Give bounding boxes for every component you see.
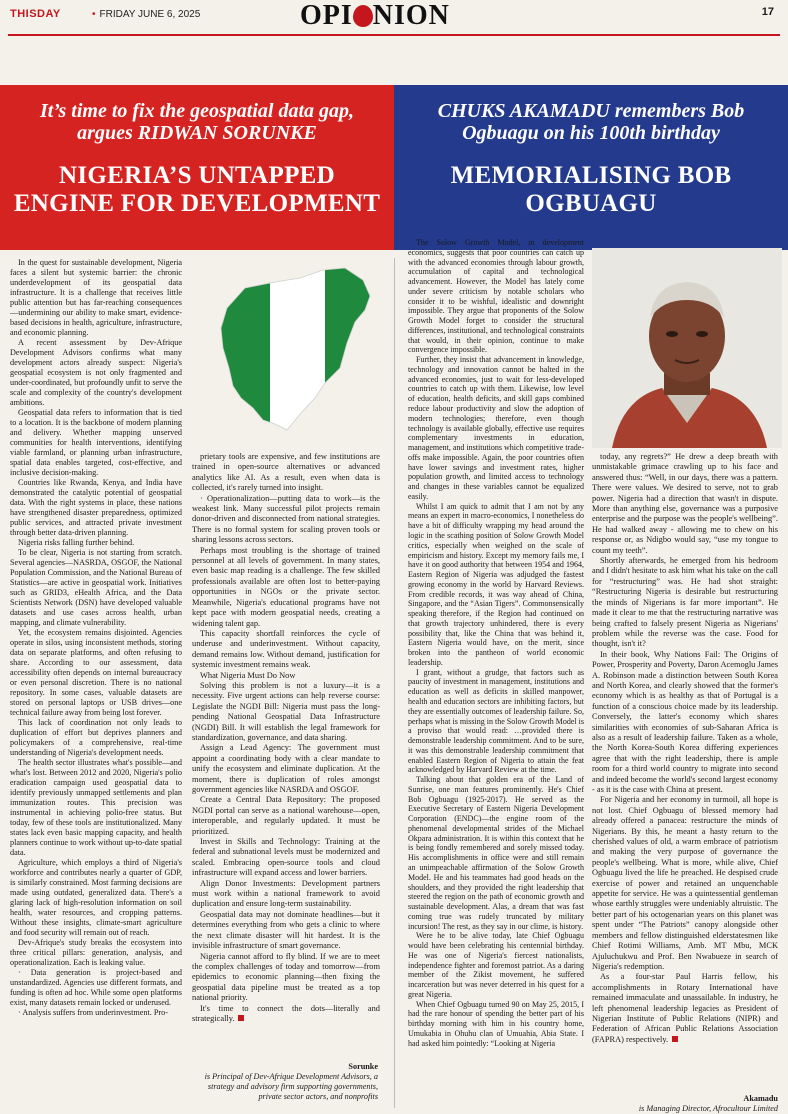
section-title <box>300 0 450 32</box>
right-kicker: CHUKS AKAMADU remembers Bob Ogbuagu on his 100th birthday <box>437 100 745 144</box>
left-article-column-2 <box>192 452 380 1024</box>
paragraph: Yet, the ecosystem remains disjointed. Agencies operate in silos, using inconsistent methods, storing data on separate platforms, and often refusing to share. According to our assessment, data accessibility often depends on internal bureaucracy or even personal discretion. There is no national repository. In some cases, valuable datasets are stored on personal laptops or USB drives—one technical failure away from being lost forever. <box>10 628 182 717</box>
paragraph: A recent assessment by Dev-Afrique Development Advisors confirms what many development actors already suspect: Nigeria's geospatial ecosystem is not only fragmented and under-coordinated, but profoundly unfit to serve the scale and complexity of the country's development ambitions. <box>10 338 182 407</box>
left-author-signature <box>192 1062 378 1102</box>
paragraph: · Operationalization—putting data to work—is the weakest link. Many successful pilot projects remain donor-driven and disconnected from national strategies. There is no formal system for scaling proven tools or sharing lessons across sectors. <box>192 493 380 545</box>
paragraph: Create a Central Data Repository: The proposed NGDI portal can serve as a national warehouse—open, interoperable, and regularly updated. It must be prioritized. <box>192 795 380 836</box>
right-article-column-1 <box>408 238 584 1049</box>
paragraph: Nigeria risks falling further behind. <box>18 538 135 547</box>
subheading: What Nigeria Must Do Now <box>200 670 296 680</box>
issue-date-text: FRIDAY JUNE 6, 2025 <box>99 9 201 20</box>
paragraph: The health sector illustrates what's possible—and what's lost. Between 2012 and 2020, Nigeria's polio eradication campaign used geospatial data to identify previously unmapped settlements and plan immunization routes. This precision was instrumental in achieving polio-free status. But today, few of these tools are institutionalized. Many states lack even basic mapping capacity, and health planners continue to work without up-to-date spatial data. <box>10 758 182 857</box>
masthead-rule <box>8 34 780 36</box>
section-title-a: OPI <box>300 0 353 31</box>
end-mark-icon <box>672 1036 678 1042</box>
paragraph: Were he to be alive today, late Chief Ogbuagu would have been celebrating his centennial birthday. He was one of Nigeria's fiercest nationalists, independence fighter and foremost patriot. As a daring member of the Zikist movement, he suffered incarceration but was never deterred in his quest for a great Nigeria. <box>408 931 584 999</box>
left-kicker: It’s time to fix the geospatial data gap, argues RIDWAN SORUNKE <box>39 100 355 144</box>
paragraph: Perhaps most troubling is the shortage of trained personnel at all levels of government. In many states, even basic map reading is a challenge. The few skilled professionals available are often lost to better-paying opportunities in NGOs or the private sector. Meanwhile, Nigeria's educational programs have not kept pace with modern geospatial needs, creating a widening talent gap. <box>192 545 380 628</box>
paragraph <box>192 1004 380 1025</box>
portrait-illustration <box>592 248 782 448</box>
section-title-b: NION <box>372 0 450 31</box>
paragraph: Align Donor Investments: Development partners must work within a national framework to avoid duplication and ensure long-term sustainability. <box>192 878 380 909</box>
masthead <box>0 0 788 36</box>
page-number: 17 <box>761 6 774 18</box>
paragraph: Countries like Rwanda, Kenya, and India have demonstrated the catalytic potential of geospatial data. With the right systems in place, these nations have strengthened disaster preparedness, optimized public services, and attracted private investment through better data-driven planning. <box>10 478 182 537</box>
left-author-name: Sorunke <box>348 1062 378 1071</box>
paragraph: Whilst I am quick to admit that I am not by any means an expert in macro-economics, I nonetheless do have a bit of difficulty wrapping my head around the logic in the scathing position of Solow Growth Model critics, especially when weighed on the scale of empiricism and history. Except my memory fails me, I have it on good authority that between 1954 and 1964, Eastern Region of Nigeria was adjudged the fastest growing economy in the world by Harvard Reviews. From credible records, it was way ahead of China, Singapore, and the “Asian Tigers”. Commonsensically speaking therefore, if the Region had continued on that growth trajectory unhindered, there is every possibility that, like the China that was behind it, Eastern Nigeria would have, on the merit, since broken into the pantheon of world economic leadership. <box>408 501 584 667</box>
paragraph: Talking about that golden era of the Land of Sunrise, one man features prominently. He's Chief Bob Ogbuagu (1925-2017). He served as the Executive Secretary of Eastern Nigeria Development Corporation (ENDC)—the engine room of the phenomenal developmental strides of the Michael Okpara administration. It is within this context that he is being fondly remembered and sorely missed today. His accomplishments in office were and still remain an unimpeachable affirmation of the Solow Growth Model. He and his teammates had good heads on the shoulders, and they provided the right leadership that steered the region on the path of economic growth and sustainable development. Alas, a dream that was fast coming true was rudely truncated by military incursion! The rest, as they say in our clime, is history. <box>408 775 584 931</box>
left-headline-panel <box>0 85 394 250</box>
paragraph: Invest in Skills and Technology: Training at the federal and subnational levels must be modernized and scaled. Embracing open-source tools and cloud infrastructure will expand access and lower barriers. <box>192 837 380 878</box>
left-article-column-1 <box>10 258 182 1018</box>
paragraph: Shortly afterwards, he emerged from his bedroom and I didn't hesitate to ask him what his take on the call for “restructuring” was. He had shot straight: “Restructuring Nigeria is desirable but restructuring the minds of Nigerians is far more important”. He made it clear to me that the restructuring narrative was being crafted to falsely present Nigeria as Nigerians' problem while the reverse was the case. Food for thought, isn't it? <box>592 556 778 649</box>
right-headline: MEMORIALISING BOB OGBUAGU <box>450 162 732 217</box>
right-author-signature <box>592 1094 778 1114</box>
paragraph: prietary tools are expensive, and few institutions are trained in open-source alternatives or advanced analytics like AI. As a result, even when data is collected, it's rarely turned into insight. <box>192 452 380 493</box>
issue-date: • FRIDAY JUNE 6, 2025 <box>92 9 201 20</box>
paragraph: The Solow Growth Model, in development economics, suggests that poor countries can catch up with the advanced economies through labour growth, accumulation of capital and technological advancement. However, the Model has lately come under severe criticism by notable scholars who consider it to be wishful, idealistic and downright impossible. They argue that proponents of the Solow Growth Model forget to consider the structural differences, institutional, and technological constraints that would, in their opinion, continue to make convergence impossible. <box>408 238 584 355</box>
speech-bubble-icon <box>353 5 373 27</box>
paragraph <box>592 972 778 1045</box>
paragraph: For Nigeria and her economy in turmoil, all hope is not lost. Chief Ogbuagu of blessed memory had already offered a panacea: restructure the minds of Nigerians. By this, he meant a hasty return to the cherished values of old, a warm embrace of patriotism and making the very purpose of governance the people's wellbeing. What is more, while alive, Chief Ogbuagu lived the life he preached. He despised crude exercise of power and retained an unquenchable appetite for service. He was a quintessential gentleman whose earthly struggles were undeniably altruistic. The better part of his octogenarian years on this planet was spent under “The Patriots” canopy alongside other members and fellow distinguished elderstatesmen like Chief Rotimi Williams, Amb. MT Mbu, MCK Ajuluchukwu and Prof. Ben Nwabueze in search of Nigeria's redemption. <box>592 795 778 971</box>
paragraph: Assign a Lead Agency: The government must appoint a coordinating body with a clear mandate to unify the ecosystem and eliminate duplication. At the moment, there is duplication of roles amongst government agencies like NASRDA and OSGOF. <box>192 743 380 794</box>
paragraph: · Analysis suffers from underinvestment. Pro- <box>18 1008 168 1017</box>
right-headline-panel <box>394 85 788 250</box>
paragraph: Geospatial data refers to information that is tied to a location. It is the backbone of modern planning and delivery. Whether mapping unserved communities for health interventions, identifying viable farmland, or planning urban infrastructure, spatial data enables targeted, cost-effective, and inclusive decision-making. <box>10 408 182 477</box>
paragraph: Geospatial data may not dominate headlines—but it determines everything from who gets a clinic to where the next climate disaster will hit hardest. It is the invisible infrastructure of smart governance. <box>192 909 380 951</box>
paragraph: Dev-Afrique's study breaks the ecosystem into three critical pillars: generation, analysis, and operationalization. Each is leaking value. <box>10 938 182 967</box>
paragraph: Nigeria cannot afford to fly blind. If we are to meet the complex challenges of today and tomorrow—from epidemics to economic planning—then fixing the geospatial data pipeline must be treated as a top national priority. <box>192 951 380 1003</box>
paragraph: This lack of coordination not only leads to duplication of effort but deprives planners and policymakers of a comprehensive, real-time understanding of Nigeria's development needs. <box>10 718 182 757</box>
right-author-bio: is Managing Director, Afrocultour Limited <box>638 1104 778 1113</box>
bob-ogbuagu-portrait <box>592 248 782 448</box>
closing-line: It's time to connect the dots—literally and strategically. <box>192 1003 380 1023</box>
paragraph: Solving this problem is not a luxury—it is a necessity. Five urgent actions can help reverse course: Legislate the NGDI Bill: Nigeria must pass the long-pending National Geospatial Data Infrastructure (NGDI) Bill. It will establish the legal framework for standardization, governance, and data sharing. <box>192 680 380 742</box>
paragraph: · Data generation is project-based and unstandardized. Agencies use different formats, and funding is often ad hoc. While some open platforms exist, many datasets remain locked or underused. <box>10 968 182 1007</box>
paragraph: In their book, Why Nations Fail: The Origins of Power, Prosperity and Poverty, Daron Acemoglu James A. Robinson made a distinction between South Korea and North Korea, and clearly showed that the former's economy which is as healthy as that of Portugal is a function of a conscious choice made by its leadership. Conversely, the latter's economy which shares similarities with economies of sub-Saharan Africa is also as a result of leadership failure. Taken as a whole, the North Korea-South Korea differing experiences agree that with the right leadership, there is ample room for a third world country to migrate into second and indeed become the world's second largest economy - as it is the case with China at present. <box>592 649 778 794</box>
left-headline: NIGERIA’S UNTAPPED ENGINE FOR DEVELOPMENT <box>13 162 381 217</box>
paragraph: In the quest for sustainable development, Nigeria faces a silent but systemic barrier: the chronic underdevelopment of its geospatial data infrastructure. It is a challenge that receives little public attention but has far-reaching consequences—undermining our ability to make smart, evidence-based decisions in health, agriculture, infrastructure, and economic planning. <box>10 258 182 337</box>
paper-name: THISDAY <box>10 8 61 20</box>
paragraph: To be clear, Nigeria is not starting from scratch. Several agencies—NASRDA, OSGOF, the National Population Commission, and the National Bureau of Statistics—are active in geospatial work. Initiatives such as GRID3, eHealth Africa, and the Data Scientists Network (DSN) have developed valuable datasets and use cases across health, urban mapping, and climate vulnerability. <box>10 548 182 627</box>
right-article-column-2 <box>592 452 778 1045</box>
paragraph: This capacity shortfall reinforces the cycle of underuse and underinvestment. Without capacity, demand remains low. Without demand, justification for systemic investment remains weak. <box>192 628 380 670</box>
paragraph: Further, they insist that advancement in knowledge, technology and innovation cannot be halted in the advanced economies, just to wait for less-developed countries to catch up with them. Likewise, low level of education, health deficits, and skill gaps combined reduce labour productivity and slow the adoption of modern technologies; therefore, even though technology is available globally, effective use requires complementary investments in education, management, and institutions which competitive trade-offs make impossible. Again, the poor countries often have lower savings and investment rates, higher population growth, and limited access to technology and changes in these variables cannot be equalized easily. <box>408 355 584 501</box>
paragraph: I grant, without a grudge, that factors such as paucity of investment in management, institutions and education as well as deficits in skilled manpower, health and education sectors are inhibiting factors, but they are essentially outcomes of leadership failure. So, perhaps what is missing in the Solow Growth Model is a proviso that would read: …provided there is demonstrable leadership commitment. And to be sure, it was this demonstrable leadership commitment that enabled Eastern Region of Nigeria to attain the feat acknowledged by Harvard Review at the time. <box>408 667 584 775</box>
left-author-bio: is Principal of Dev-Afrique Development Advisors, a strategy and advisory firm supporting governments, private sector actors, and nonprofits <box>204 1072 378 1101</box>
right-author-name: Akamadu <box>743 1094 778 1103</box>
paragraph: When Chief Ogbuagu turned 90 on May 25, 2015, I had the rare honour of spending the better part of his birthday morning with him in his country home, Umukabia in Ohuhu clan of Umuahia, Abia State. I had asked him pointedly: “Looking at Nigeria <box>408 999 584 1048</box>
closing-line: As a four-star Paul Harris fellow, his accomplishments in Rotary International have remained immaculate and unassailable. In industry, he left phenomenal leadership legacies as President of Nigerian Institute of Public Relations (NIPR) and Federation of African Public Relations Association (FAPRA) respectively. <box>592 972 778 1044</box>
nigeria-flag-map <box>205 248 385 448</box>
paragraph: today, any regrets?” He drew a deep breath with unmistakable grimace crawling up to his face and answered thus: “Well, in our days, there was a pattern. There were values. We desired to serve, not to grab power. Nigeria had a direction that wasn't in dispute. More than anything else, governance was a purposive enterprise and the purpose was the people's wellbeing”. He had walked away - allowing me to chew on his response or, as Ndigbo would say, “use my tongue to count my teeth”. <box>592 452 778 555</box>
paragraph: Agriculture, which employs a third of Nigeria's workforce and contributes nearly a quarter of GDP, is similarly constrained. Most farming decisions are made using outdated, generalized data. There's a glaring lack of high-resolution information on soil health, water resources, and cropping patterns. Without these insights, climate-smart agriculture and food security will remain out of reach. <box>10 858 182 937</box>
end-mark-icon <box>238 1015 244 1021</box>
column-divider <box>394 258 395 1108</box>
